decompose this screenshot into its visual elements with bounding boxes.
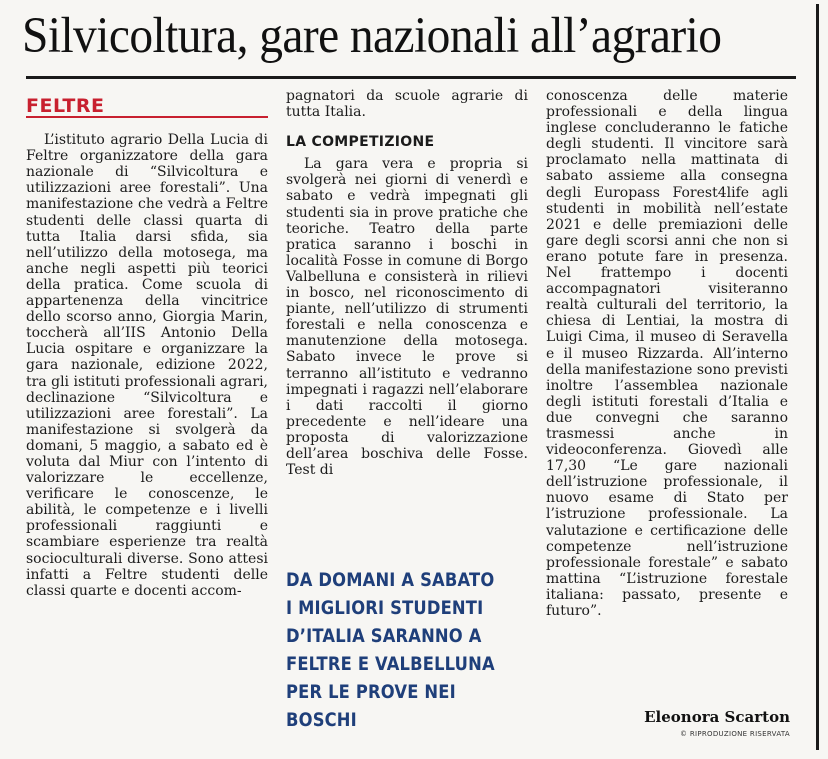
section-subhead: LA COMPETIZIONE <box>286 134 435 151</box>
body-continuation: pagnatori da scuole agrarie di tutta Italia. <box>286 88 528 121</box>
text-column-1 <box>26 86 268 599</box>
column-border-right <box>816 4 819 750</box>
copyright-notice: © RIPRODUZIONE RISERVATA <box>680 730 790 738</box>
article-headline: Silvicoltura, gare nazionali all’agrario <box>22 8 722 64</box>
author-byline: Eleonora Scarton <box>644 708 790 726</box>
body-paragraph-1: L’istituto agrario Della Lucia di Feltre organizzatore della gara nazionale di “Silvicoltura e utilizzazioni aree forestali”. Una manifestazione che vedrà a Feltre studenti delle classi quarta di tutta Italia darsi sfida, sia nell’utilizzo della motosega, ma anche negli aspetti più teorici della pratica. Come scuola di appartenenza della vincitrice dello scorso anno, Giorgia Marin, toccherà all’IIS Antonio Della Lucia ospitare e organizzare la gara nazionale, edizione 2022, tra gli istituti professionali agrari, declinazione “Silvicoltura e utilizzazioni aree forestali”. La manifestazione si svolgerà da domani, 5 maggio, a sabato ed è voluta dal Miur con l’intento di valorizzare le eccellenze, verificare le conoscenze, le abilità, le competenze e i livelli professionali raggiunti e scambiare esperienze tra realtà socioculturali diverse. Sono attesi infatti a Feltre studenti delle classi quarte e docenti accom- <box>26 132 269 599</box>
pull-quote: DA DOMANI A SABATO I MIGLIORI STUDENTI D’ITALIA SARANNO A FELTRE E VALBELLUNA PER LE PROVE NEI BOSCHI <box>286 569 495 731</box>
kicker-location: FELTRE <box>26 98 268 118</box>
body-paragraph-2: La gara vera e propria si svolgerà nei giorni di venerdì e sabato e vedrà impegnati gli studenti sia in prove pratiche che teoriche. Teatro della parte pratica saranno i boschi in località Fosse in comune di Borgo Valbelluna e consisterà in rilievi in bosco, nel riconoscimento di piante, nell’utilizzo di strumenti forestali e nella conoscenza e manutenzione della motosega. Sabato invece le prove si terranno all’istituto e vedranno impegnati i ragazzi nell’elaborare i dati raccolti il giorno precedente e nell’ideare una proposta di valorizzazione dell’area boschiva delle Fosse. Test di <box>286 156 528 479</box>
text-column-3 <box>546 88 788 619</box>
body-paragraph-3: conoscenza delle materie professionali e della lingua inglese concluderanno le fatiche degli studenti. Il vincitore sarà proclamato nella mattinata di sabato assieme alla consegna degli Europass Forest4life agli studenti in mobilità nell’estate 2021 e delle premiazioni delle gare degli scorsi anni che non si erano potute fare in presenza. Nel frattempo i docenti accompagnatori visiteranno realtà culturali del territorio, la chiesa di Lentiai, la mostra di Luigi Cima, il museo di Seravella e il museo Rizzarda. All’interno della manifestazione sono previsti inoltre l’assemblea nazionale degli istituti forestali d’Italia e due convegni che saranno trasmessi anche in videoconferenza. Giovedì alle 17,30 “Le gare nazionali dell’istruzione professionale, il nuovo esame di Stato per l’istruzione professionale. La valutazione e certificazione delle competenze nell’istruzione professionale forestale” e sabato mattina “L’istruzione forestale italiana: passato, presente e futuro”. <box>546 88 788 619</box>
text-column-2 <box>286 88 528 478</box>
headline-rule <box>26 76 796 79</box>
